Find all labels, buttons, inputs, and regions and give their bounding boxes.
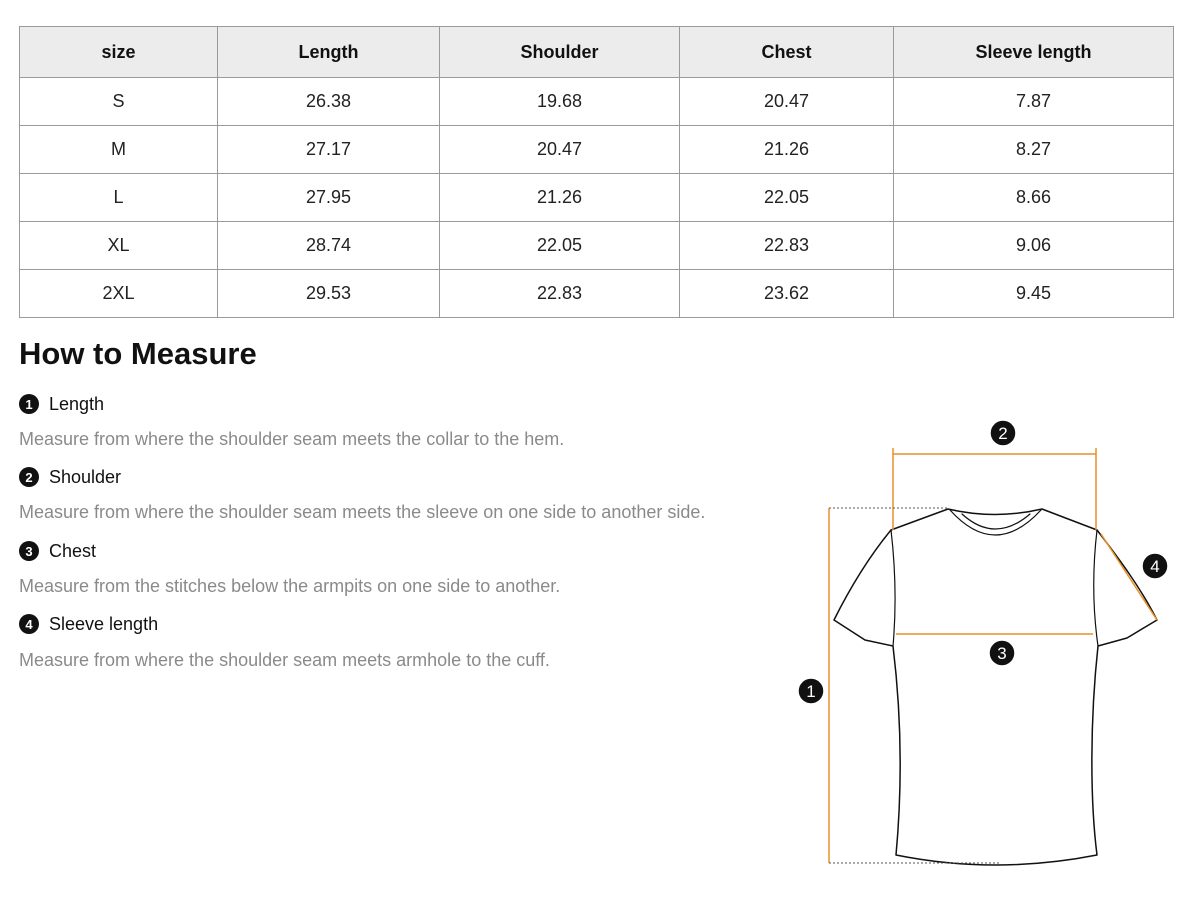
header-chest: Chest — [680, 27, 894, 78]
header-sleeve-length: Sleeve length — [894, 27, 1174, 78]
tshirt-outline-icon — [834, 509, 1160, 865]
step-chest-description: Measure from the stitches below the armpits on one side to another. — [19, 576, 561, 596]
cell-chest: 21.26 — [680, 126, 894, 174]
step-sleeve-length-description: Measure from where the shoulder seam meets armhole to the cuff. — [19, 650, 550, 670]
cell-sleeve-length: 7.87 — [894, 78, 1174, 126]
cell-length: 28.74 — [218, 222, 440, 270]
marker-2-label: 2 — [998, 424, 1008, 443]
tshirt-measurement-diagram — [790, 410, 1180, 880]
marker-1-label: 1 — [806, 682, 816, 701]
number-3-icon: 3 — [19, 541, 39, 561]
table-row — [20, 222, 1174, 270]
step-label: Sleeve length — [49, 613, 159, 634]
cell-chest: 23.62 — [680, 270, 894, 318]
number-2-icon: 2 — [19, 467, 39, 487]
marker-2 — [990, 420, 1016, 446]
cell-chest: 20.47 — [680, 78, 894, 126]
cell-size: L — [20, 174, 218, 222]
cell-sleeve-length: 9.06 — [894, 222, 1174, 270]
cell-size: XL — [20, 222, 218, 270]
step-label: Chest — [49, 540, 97, 561]
table-header-row — [20, 27, 1174, 78]
cell-chest: 22.05 — [680, 174, 894, 222]
cell-sleeve-length: 8.27 — [894, 126, 1174, 174]
cell-size: 2XL — [20, 270, 218, 318]
cell-shoulder: 22.83 — [440, 270, 680, 318]
header-shoulder: Shoulder — [440, 27, 680, 78]
step-length-heading — [19, 392, 104, 416]
tshirt-body-outline — [834, 509, 1160, 865]
cell-shoulder: 19.68 — [440, 78, 680, 126]
cell-length: 29.53 — [218, 270, 440, 318]
marker-3-label: 3 — [997, 644, 1007, 663]
number-1-icon: 1 — [19, 394, 39, 414]
step-shoulder-heading — [19, 465, 121, 489]
step-length-description: Measure from where the shoulder seam meets the collar to the hem. — [19, 429, 565, 449]
header-size: size — [20, 27, 218, 78]
step-sleeve-length-heading — [19, 612, 158, 636]
cell-chest: 22.83 — [680, 222, 894, 270]
cell-shoulder: 21.26 — [440, 174, 680, 222]
table-row — [20, 270, 1174, 318]
step-chest-heading — [19, 539, 96, 563]
cell-length: 26.38 — [218, 78, 440, 126]
table-row — [20, 78, 1174, 126]
header-length: Length — [218, 27, 440, 78]
cell-shoulder: 20.47 — [440, 126, 680, 174]
marker-1 — [798, 678, 824, 704]
cell-shoulder: 22.05 — [440, 222, 680, 270]
step-label: Length — [49, 393, 105, 414]
cell-sleeve-length: 8.66 — [894, 174, 1174, 222]
number-4-icon: 4 — [19, 614, 39, 634]
table-row — [20, 126, 1174, 174]
marker-4 — [1142, 553, 1168, 579]
marker-4-label: 4 — [1150, 557, 1160, 576]
cell-sleeve-length: 9.45 — [894, 270, 1174, 318]
cell-size: M — [20, 126, 218, 174]
marker-3 — [989, 640, 1015, 666]
step-label: Shoulder — [49, 466, 122, 487]
table-row — [20, 174, 1174, 222]
how-to-measure-title: How to Measure — [19, 336, 257, 371]
cell-length: 27.95 — [218, 174, 440, 222]
cell-size: S — [20, 78, 218, 126]
step-shoulder-description: Measure from where the shoulder seam meets the sleeve on one side to another side. — [19, 502, 706, 522]
size-chart-table — [19, 26, 1174, 318]
cell-length: 27.17 — [218, 126, 440, 174]
